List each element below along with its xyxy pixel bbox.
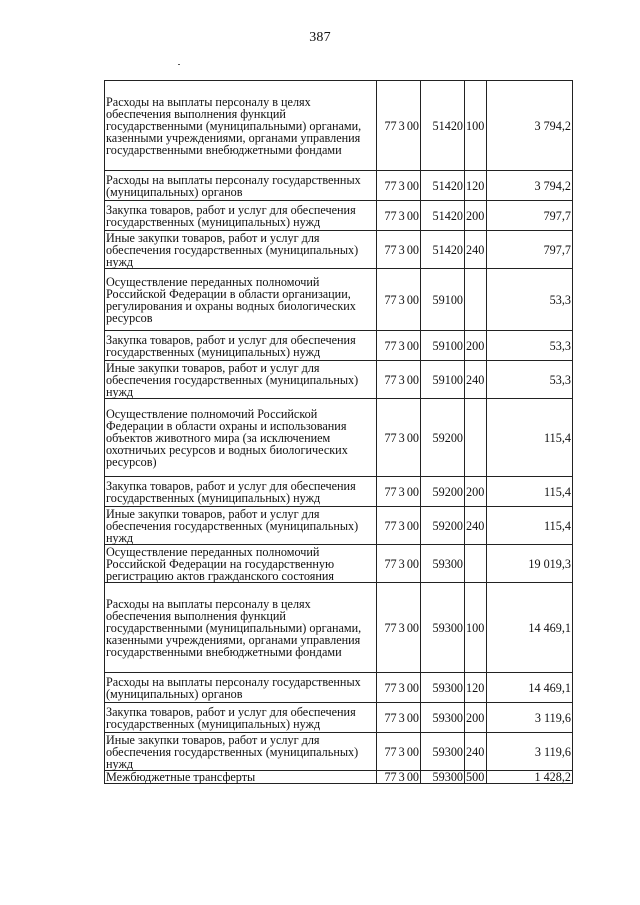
table-row (105, 331, 573, 361)
row-name: Иные закупки товаров, работ и услуг для обеспечения государственных (муниципальных) нужд (105, 361, 377, 399)
row-direction-code: 59300 (421, 733, 465, 771)
budget-table (104, 80, 573, 784)
row-name: Осуществление переданных полномочий Российской Федерации на государственную регистрацию актов гражданского состояния (105, 545, 377, 583)
row-amount: 115,4 (487, 477, 573, 507)
row-amount: 3 794,2 (487, 171, 573, 201)
row-expense-type: 500 (465, 771, 487, 784)
row-target-article: 77 3 00 (377, 733, 421, 771)
row-name: Иные закупки товаров, работ и услуг для обеспечения государственных (муниципальных) нужд (105, 733, 377, 771)
row-direction-code: 51420 (421, 81, 465, 171)
row-target-article: 77 3 00 (377, 507, 421, 545)
row-direction-code: 59300 (421, 673, 465, 703)
table-row (105, 81, 573, 171)
row-expense-type: 200 (465, 331, 487, 361)
row-target-article: 77 3 00 (377, 361, 421, 399)
row-amount: 797,7 (487, 201, 573, 231)
row-expense-type: 200 (465, 201, 487, 231)
row-target-article: 77 3 00 (377, 771, 421, 784)
table-row (105, 269, 573, 331)
row-expense-type: 240 (465, 231, 487, 269)
scan-speck (178, 64, 180, 65)
row-expense-type (465, 269, 487, 331)
row-target-article: 77 3 00 (377, 231, 421, 269)
row-target-article: 77 3 00 (377, 331, 421, 361)
row-amount: 14 469,1 (487, 673, 573, 703)
row-name: Расходы на выплаты персоналу в целях обеспечения выполнения функций государственными (муниципальными) органами, казенными учреждениями, органами управления государственными внебюджетными фондами (105, 81, 377, 171)
row-target-article: 77 3 00 (377, 703, 421, 733)
row-expense-type: 200 (465, 477, 487, 507)
row-target-article: 77 3 00 (377, 399, 421, 477)
row-direction-code: 59200 (421, 507, 465, 545)
row-amount: 115,4 (487, 399, 573, 477)
table-row (105, 507, 573, 545)
row-amount: 3 794,2 (487, 81, 573, 171)
row-expense-type: 200 (465, 703, 487, 733)
row-name: Закупка товаров, работ и услуг для обеспечения государственных (муниципальных) нужд (105, 331, 377, 361)
row-direction-code: 51420 (421, 231, 465, 269)
row-amount: 3 119,6 (487, 703, 573, 733)
row-amount: 53,3 (487, 331, 573, 361)
row-name: Закупка товаров, работ и услуг для обеспечения государственных (муниципальных) нужд (105, 703, 377, 733)
row-target-article: 77 3 00 (377, 583, 421, 673)
row-target-article: 77 3 00 (377, 269, 421, 331)
row-name: Осуществление переданных полномочий Российской Федерации в области организации, регулирования и охраны водных биологических ресурсов (105, 269, 377, 331)
row-expense-type: 240 (465, 361, 487, 399)
page-number: 387 (309, 30, 331, 45)
row-expense-type: 240 (465, 507, 487, 545)
row-expense-type: 100 (465, 583, 487, 673)
budget-table-body (105, 81, 573, 784)
row-name: Закупка товаров, работ и услуг для обеспечения государственных (муниципальных) нужд (105, 477, 377, 507)
row-name: Осуществление полномочий Российской Федерации в области охраны и использования объектов животного мира (за исключением охотничьих ресурсов и водных биологических ресурсов) (105, 399, 377, 477)
row-target-article: 77 3 00 (377, 81, 421, 171)
row-target-article: 77 3 00 (377, 171, 421, 201)
row-direction-code: 59100 (421, 361, 465, 399)
row-direction-code: 59100 (421, 269, 465, 331)
row-target-article: 77 3 00 (377, 201, 421, 231)
row-expense-type: 120 (465, 673, 487, 703)
row-name: Межбюджетные трансферты (105, 771, 377, 784)
row-direction-code: 59300 (421, 771, 465, 784)
row-amount: 115,4 (487, 507, 573, 545)
row-direction-code: 59300 (421, 545, 465, 583)
table-row (105, 771, 573, 784)
table-row (105, 477, 573, 507)
row-amount: 19 019,3 (487, 545, 573, 583)
row-expense-type (465, 399, 487, 477)
row-expense-type (465, 545, 487, 583)
row-name: Расходы на выплаты персоналу государственных (муниципальных) органов (105, 673, 377, 703)
table-row (105, 201, 573, 231)
table-row (105, 673, 573, 703)
row-name: Расходы на выплаты персоналу в целях обеспечения выполнения функций государственными (муниципальными) органами, казенными учреждениями, органами управления государственными внебюджетными фондами (105, 583, 377, 673)
row-name: Иные закупки товаров, работ и услуг для обеспечения государственных (муниципальных) нужд (105, 507, 377, 545)
table-row (105, 583, 573, 673)
row-amount: 14 469,1 (487, 583, 573, 673)
row-target-article: 77 3 00 (377, 545, 421, 583)
row-expense-type: 240 (465, 733, 487, 771)
table-row (105, 545, 573, 583)
row-name: Расходы на выплаты персоналу государственных (муниципальных) органов (105, 171, 377, 201)
row-name: Иные закупки товаров, работ и услуг для обеспечения государственных (муниципальных) нужд (105, 231, 377, 269)
table-row (105, 703, 573, 733)
row-amount: 53,3 (487, 361, 573, 399)
row-direction-code: 59200 (421, 477, 465, 507)
table-row (105, 399, 573, 477)
row-direction-code: 59300 (421, 583, 465, 673)
row-direction-code: 59100 (421, 331, 465, 361)
row-direction-code: 59200 (421, 399, 465, 477)
table-row (105, 361, 573, 399)
row-amount: 797,7 (487, 231, 573, 269)
row-target-article: 77 3 00 (377, 477, 421, 507)
row-amount: 53,3 (487, 269, 573, 331)
row-amount: 1 428,2 (487, 771, 573, 784)
row-direction-code: 59300 (421, 703, 465, 733)
table-row (105, 231, 573, 269)
row-name: Закупка товаров, работ и услуг для обеспечения государственных (муниципальных) нужд (105, 201, 377, 231)
row-expense-type: 120 (465, 171, 487, 201)
row-direction-code: 51420 (421, 201, 465, 231)
row-expense-type: 100 (465, 81, 487, 171)
row-target-article: 77 3 00 (377, 673, 421, 703)
table-row (105, 171, 573, 201)
row-direction-code: 51420 (421, 171, 465, 201)
row-amount: 3 119,6 (487, 733, 573, 771)
table-row (105, 733, 573, 771)
